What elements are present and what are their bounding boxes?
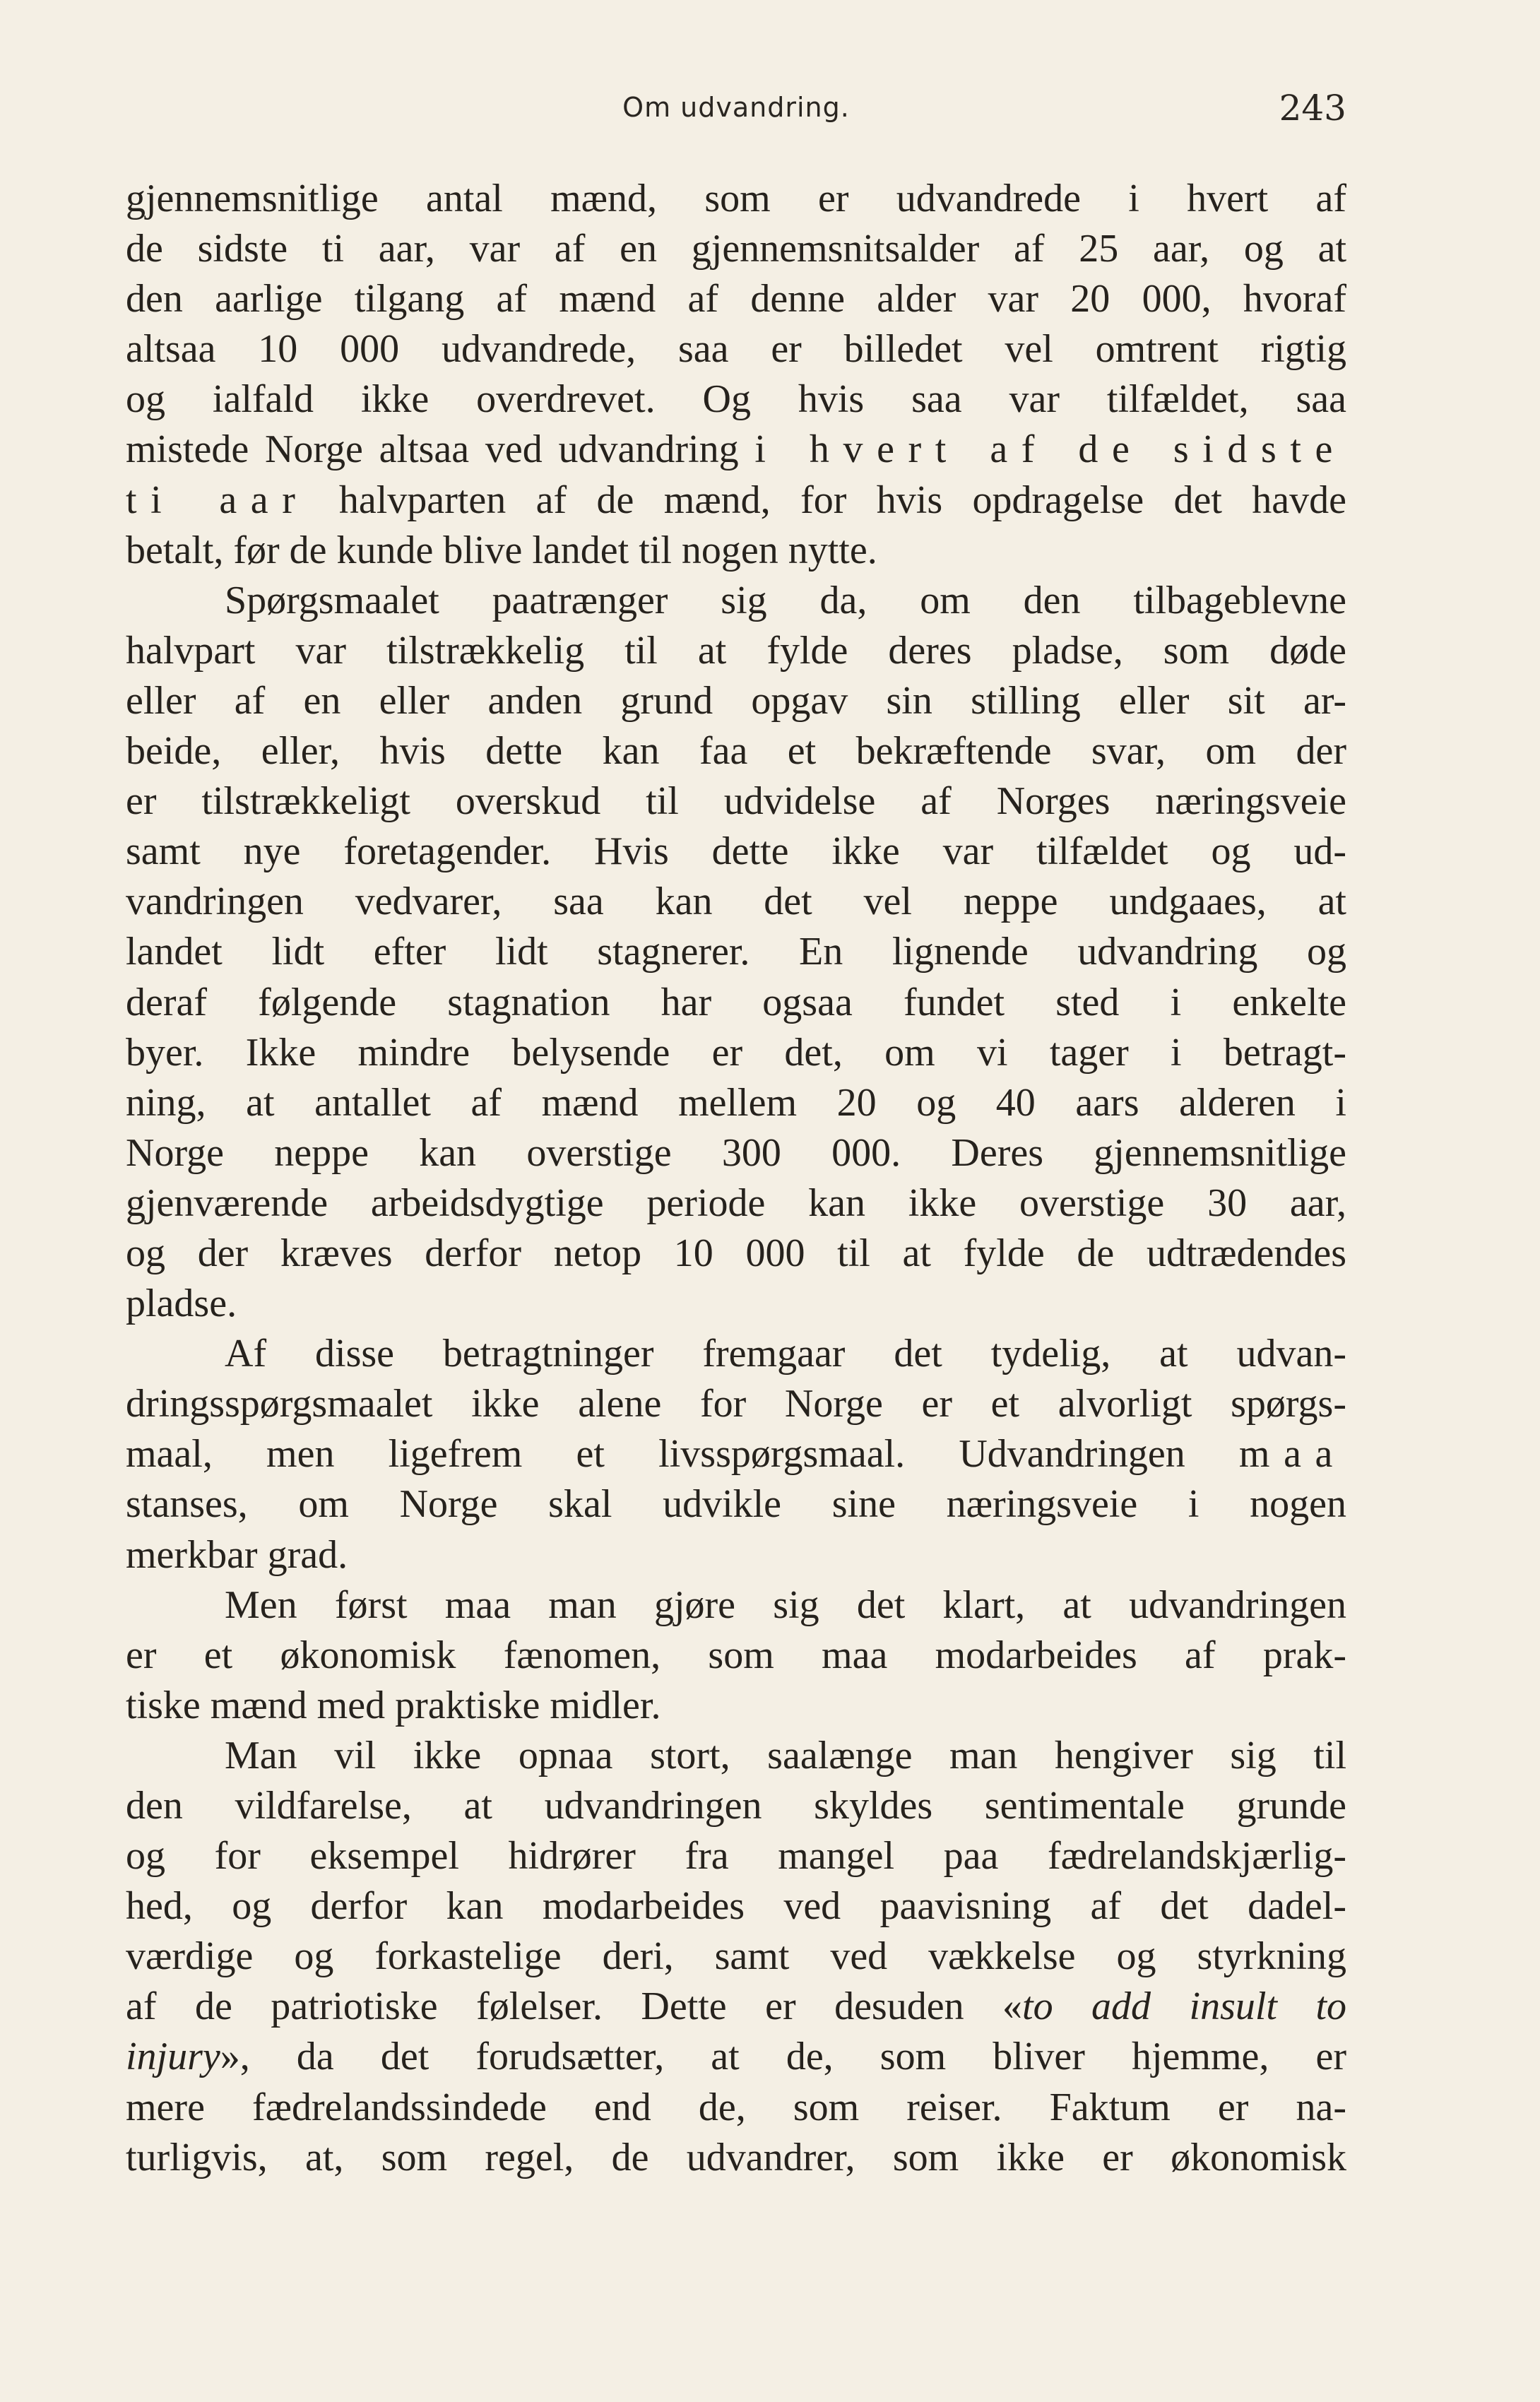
text-line: Norge neppe kan overstige 300 000. Deres gjennemsnitlige (126, 1130, 1346, 1175)
text-line: merkbar grad. (126, 1532, 348, 1577)
text-line: vandringen vedvarer, saa kan det vel neppe undgaaes, at (126, 880, 1346, 924)
italic-phrase: injury (126, 2035, 220, 2079)
running-head: Om udvandring. (622, 92, 850, 123)
text-line: de sidste ti aar, var af en gjennemsnitsalder af 25 aar, og at (126, 227, 1346, 271)
text-line (126, 2032, 1346, 2082)
text-line: samt nye foretagender. Hvis dette ikke var tilfældet og ud- (126, 829, 1346, 874)
text-run: halvparten af de mænd, for hvis opdragelse det havde (338, 478, 1347, 522)
paragraph-5 (126, 1731, 1346, 2183)
text-line: halvpart var tilstrækkelig til at fylde deres pladse, som døde (126, 628, 1346, 673)
text-line: gjenværende arbeidsdygtige periode kan ikke overstige 30 aar, (126, 1181, 1346, 1225)
paragraph-1 (126, 174, 1346, 576)
text-line: landet lidt efter lidt stagnerer. En lignende udvandring og (126, 930, 1346, 974)
text-line: Spørgsmaalet paatrænger sig da, om den tilbageblevne (225, 578, 1346, 622)
text-line: altsaa 10 000 udvandrede, saa er billedet vel omtrent rigtig (126, 327, 1346, 372)
text-line: beide, eller, hvis dette kan faa et bekræftende svar, om der (126, 729, 1346, 774)
text-run: af de patriotiske følelser. Dette er desuden « (126, 1984, 1023, 2029)
text-line: stanses, om Norge skal udvikle sine næringsveie i nogen (126, 1482, 1346, 1527)
text-line (126, 1982, 1346, 2032)
text-line (126, 475, 1346, 526)
text-line: eller af en eller anden grund opgav sin stilling eller sit ar- (126, 678, 1346, 723)
text-line: ning, at antallet af mænd mellem 20 og 40 aars alderen i (126, 1080, 1346, 1125)
text-line: betalt, før de kunde blive landet til nogen nytte. (126, 528, 877, 572)
text-line (126, 1429, 1346, 1479)
paragraph-3 (126, 1329, 1346, 1580)
text-run: maal, men ligefrem et livsspørgsmaal. Udvandringen (126, 1432, 1185, 1477)
text-line: pladse. (126, 1282, 237, 1326)
text-line: Men først maa man gjøre sig det klart, at udvandringen (225, 1582, 1346, 1627)
text-line: deraf følgende stagnation har ogsaa fundet sted i enkelte (126, 980, 1346, 1024)
spaced-emphasis: ti aar (126, 478, 309, 522)
text-run: », da det forudsætter, at de, som bliver hjemme, er (220, 2035, 1346, 2079)
text-line: mere fædrelandssindede end de, som reiser. Faktum er na- (126, 2085, 1346, 2129)
text-line: den vildfarelse, at udvandringen skyldes sentimentale grunde (126, 1784, 1346, 1828)
text-line: byer. Ikke mindre belysende er det, om vi tager i betragt- (126, 1030, 1346, 1075)
text-line: hed, og derfor kan modarbeides ved paavisning af det dadel- (126, 1884, 1346, 1929)
text-line (126, 425, 1346, 475)
text-line: tiske mænd med praktiske midler. (126, 1683, 661, 1727)
page-header (126, 88, 1346, 141)
spaced-emphasis: i hvert af de sidste (754, 427, 1346, 472)
text-line: er et økonomisk fænomen, som maa modarbeides af prak- (126, 1633, 1346, 1677)
paragraph-2 (126, 576, 1346, 1329)
text-line: den aarlige tilgang af mænd af denne alder var 20 000, hvoraf (126, 277, 1346, 321)
text-line: og for eksempel hidrører fra mangel paa fædrelandskjærlig- (126, 1834, 1346, 1879)
text-line: turligvis, at, som regel, de udvandrer, som ikke er økonomisk (126, 2135, 1346, 2179)
text-line: er tilstrækkeligt overskud til udvidelse af Norges næringsveie (126, 779, 1346, 824)
text-line: Af disse betragtninger fremgaar det tydelig, at udvan- (225, 1332, 1346, 1376)
body-text (126, 174, 1346, 2183)
text-line: værdige og forkastelige deri, samt ved vækkelse og styrkning (126, 1934, 1346, 1979)
text-line: og ialfald ikke overdrevet. Og hvis saa var tilfældet, saa (126, 377, 1346, 422)
text-line: gjennemsnitlige antal mænd, som er udvandrede i hvert af (126, 177, 1346, 220)
text-line: dringsspørgsmaalet ikke alene for Norge er et alvorligt spørgs- (126, 1382, 1346, 1426)
page-number: 243 (1279, 88, 1346, 129)
text-line: Man vil ikke opnaa stort, saalænge man hengiver sig til (225, 1733, 1346, 1777)
italic-phrase: to add insult to (1022, 1984, 1346, 2029)
text-run: mistede Norge altsaa ved udvandring (126, 427, 739, 472)
spaced-emphasis: maa (1238, 1432, 1346, 1477)
text-line: og der kræves derfor netop 10 000 til at fylde de udtrædendes (126, 1231, 1346, 1275)
paragraph-4 (126, 1580, 1346, 1731)
